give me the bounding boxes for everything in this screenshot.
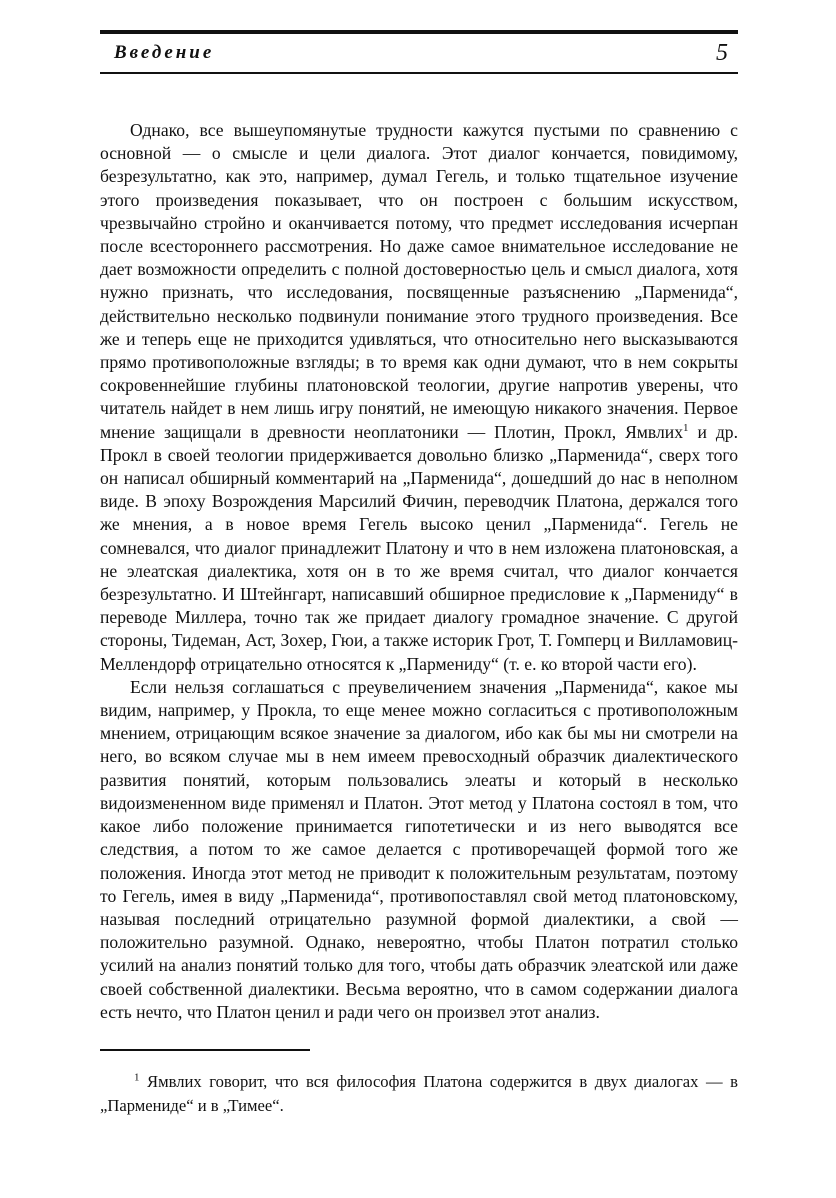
header-rule-bottom — [100, 72, 738, 74]
paragraph-1-part-1: Однако, все вышеупомянутые трудности кажутся пустыми по сравнению с основной — о смысле и цели диалога. Этот диалог кончается, повидимому, безрезультатно, как это, например, думал Гегель, и только тщательное изучение этого произведения показывает, что он построен с большим искусством, чрезвычайно стройно и оканчивается потому, что предмет исследования исчерпан после всестороннего рассмотрения. Но даже самое внимательное исследование не дает возможности определить с полной достоверностью цель и смысл диалога, хотя нужно признать, что исследования, посвященные разъяснению „Парменида“, действительно несколько подвинули понимание этого трудного произведения. Все же и теперь еще не приходится удивляться, что относительно него высказываются прямо противоположные взгляды; в то время как одни думают, что в нем сокрыты сокровеннейшие глубины платоновской теологии, другие напротив уверены, что читатель найдет в нем лишь игру понятий, не имеющую никакого значения. Первое мнение защищали в древности неоплатоники — Плотин, Прокл, Ямвлих — [100, 120, 738, 442]
running-head-title: Введение — [114, 42, 215, 63]
running-header — [100, 34, 738, 72]
paragraph-1-part-2: и др. Прокл в своей теологии придерживается довольно близко „Парменида“, сверх того он написал обширный комментарий на „Парменида“, дошедший до нас в неполном виде. В эпоху Возрождения Марсилий Фичин, переводчик Платона, держался того же мнения, а в новое время Гегель высоко ценил „Парменида“. Гегель не сомневался, что диалог принадлежит Платону и что в нем изложена платоновская, а не элеатская диалектика, хотя он в то же время считал, что диалог кончается безрезультатно. И Штейнгарт, написавший обширное предисловие к „Пармениду“ в переводе Миллера, точно так же придает диалогу громадное значение. С другой стороны, Тидеман, Аст, Зохер, Гюи, а также историк Грот, Т. Гомперц и Вилламовиц-Меллендорф отрицательно относятся к „Пармениду“ (т. е. ко второй части его). — [100, 421, 739, 674]
page-number: 5 — [716, 39, 728, 66]
paragraph-2: Если нельзя соглашаться с преувеличением значения „Парменида“, какое мы видим, например, у Прокла, то еще менее можно согласиться с противоположным мнением, отрицающим всякое значение за диалогом, ибо как бы мы ни смотрели на него, во всяком случае мы в нем имеем превосходный образчик диалектического развития понятий, которым пользовались элеаты и который в несколько видоизмененном виде применял и Платон. Этот метод у Платона состоял в том, что какое либо положение принимается гипотетически и из него выводятся все следствия, а потом то же самое делается с противоречащей формой того же положения. Иногда этот метод не приводит к положительным результатам, поэтому то Гегель, имея в виду „Парменида“, противопоставлял свой метод платоновскому, называя последний отрицательно разумной формой диалектики, а свой — положительно разумной. Однако, невероятно, чтобы Платон потратил столько усилий на анализ понятий только для того, чтобы дать образчик элеатской или даже своей собственной диалектики. Весьма вероятно, что в самом содержании диалога есть нечто, что Платон ценил и ради чего он произвел этот анализ. — [100, 676, 738, 1022]
footnote-marker: 1 — [134, 1071, 140, 1084]
footnote — [100, 1070, 738, 1118]
footnote-separator — [100, 1049, 310, 1051]
footnote-text: Ямвлих говорит, что вся философия Платона содержится в двух диалогах — в „Пармениде“ и в „Тимее“. — [100, 1071, 738, 1115]
footnote-reference: 1 — [683, 421, 689, 434]
book-page — [100, 30, 738, 1118]
paragraph-1 — [100, 119, 738, 676]
main-text — [100, 119, 738, 1024]
